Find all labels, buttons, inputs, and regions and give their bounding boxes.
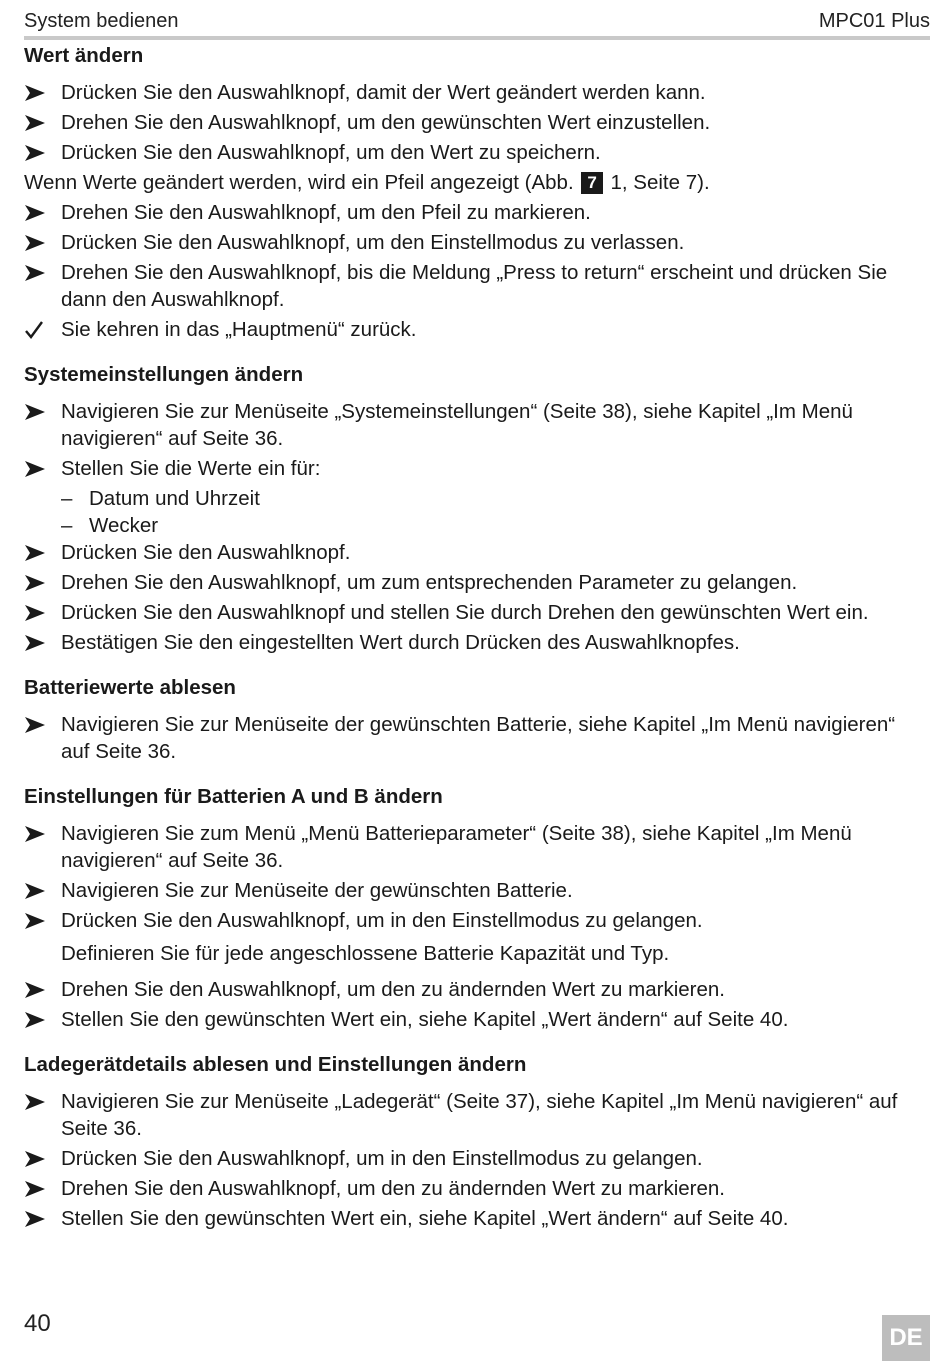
paragraph-text: Wenn Werte geändert werden, wird ein Pfeil angezeigt (Abb.: [24, 171, 574, 194]
instruction-step: [24, 599, 924, 626]
running-header: [24, 6, 930, 36]
sub-list-text: Datum und Uhrzeit: [89, 487, 260, 510]
section: [24, 42, 924, 343]
instruction-step: [24, 711, 924, 765]
step-arrow-icon: [24, 1093, 46, 1111]
step-text: Stellen Sie den gewünschten Wert ein, siehe Kapitel „Wert ändern“ auf Seite 40.: [61, 1008, 789, 1031]
section-heading: Ladegerätdetails ablesen und Einstellungen ändern: [24, 1053, 527, 1076]
dash-marker: –: [61, 487, 73, 510]
result-line: [24, 316, 924, 343]
step-marker: [24, 199, 61, 226]
step-marker: [24, 976, 61, 1003]
step-arrow-icon: [24, 544, 46, 562]
header-divider: [24, 36, 930, 40]
step-text: Drücken Sie den Auswahlknopf, um den Wert zu speichern.: [61, 141, 601, 164]
step-arrow-icon: [24, 1210, 46, 1228]
step-marker: [24, 711, 61, 738]
step-text: Navigieren Sie zur Menüseite „Ladegerät“ (Seite 37), siehe Kapitel „Im Menü navigieren“ auf Seite 36.: [61, 1090, 898, 1140]
step-marker: [24, 539, 61, 566]
step-arrow-icon: [24, 716, 46, 734]
step-text: Drücken Sie den Auswahlknopf, um in den Einstellmodus zu gelangen.: [61, 1147, 703, 1170]
step-arrow-icon: [24, 403, 46, 421]
step-text: Drehen Sie den Auswahlknopf, bis die Meldung „Press to return“ erscheint und drücken Sie dann den Auswahlknopf.: [61, 261, 888, 311]
result-check-icon: [24, 320, 44, 340]
step-arrow-icon: [24, 604, 46, 622]
section-heading: Systemeinstellungen ändern: [24, 363, 304, 386]
instruction-step: [24, 398, 924, 452]
instruction-step: [24, 569, 924, 596]
step-text: Navigieren Sie zum Menü „Menü Batterieparameter“ (Seite 38), siehe Kapitel „Im Menü navigieren“ auf Seite 36.: [61, 822, 852, 872]
instruction-step: [24, 907, 924, 934]
step-arrow-icon: [24, 460, 46, 478]
header-chapter-title: System bedienen: [24, 9, 179, 32]
sub-list-item: [24, 485, 924, 512]
instruction-step: [24, 820, 924, 874]
step-text: Stellen Sie den gewünschten Wert ein, siehe Kapitel „Wert ändern“ auf Seite 40.: [61, 1207, 789, 1230]
instruction-step: [24, 1088, 924, 1142]
step-text: Drehen Sie den Auswahlknopf, um den gewünschten Wert einzustellen.: [61, 111, 711, 134]
indented-note: Definieren Sie für jede angeschlossene Batterie Kapazität und Typ.: [61, 942, 670, 965]
step-marker: [24, 455, 61, 482]
step-arrow-icon: [24, 114, 46, 132]
step-text: Navigieren Sie zur Menüseite „Systemeinstellungen“ (Seite 38), siehe Kapitel „Im Menü navigieren“ auf Seite 36.: [61, 400, 853, 450]
section-heading: Wert ändern: [24, 44, 144, 67]
step-marker: [24, 820, 61, 847]
step-marker: [24, 398, 61, 425]
paragraph-text: 1, Seite 7).: [610, 171, 710, 194]
step-marker: [24, 316, 61, 343]
step-marker: [24, 139, 61, 166]
step-text: Drücken Sie den Auswahlknopf, damit der Wert geändert werden kann.: [61, 81, 706, 104]
instruction-step: [24, 1205, 924, 1232]
step-text: Drehen Sie den Auswahlknopf, um den zu ändernden Wert zu markieren.: [61, 978, 725, 1001]
step-marker: [24, 1006, 61, 1033]
page-number: 40: [24, 1310, 51, 1337]
instruction-step: [24, 455, 924, 482]
section-heading: Batteriewerte ablesen: [24, 676, 236, 699]
dash-marker: –: [61, 514, 73, 537]
sub-list-text: Wecker: [89, 514, 159, 537]
header-product-name: MPC01 Plus: [818, 9, 930, 32]
step-arrow-icon: [24, 204, 46, 222]
step-arrow-icon: [24, 1011, 46, 1029]
step-marker: [24, 907, 61, 934]
page-content: [24, 42, 924, 1235]
figure-number-badge: 7: [581, 172, 602, 194]
step-text: Drücken Sie den Auswahlknopf.: [61, 541, 351, 564]
step-arrow-icon: [24, 882, 46, 900]
step-marker: [24, 109, 61, 136]
section: [24, 361, 924, 656]
section: [24, 674, 924, 765]
step-arrow-icon: [24, 634, 46, 652]
step-text: Sie kehren in das „Hauptmenü“ zurück.: [61, 318, 417, 341]
step-text: Navigieren Sie zur Menüseite der gewünschten Batterie.: [61, 879, 573, 902]
step-text: Navigieren Sie zur Menüseite der gewünschten Batterie, siehe Kapitel „Im Menü navigieren“ auf Seite 36.: [61, 713, 896, 763]
instruction-step: [24, 877, 924, 904]
step-arrow-icon: [24, 825, 46, 843]
step-arrow-icon: [24, 234, 46, 252]
step-text: Drücken Sie den Auswahlknopf, um den Einstellmodus zu verlassen.: [61, 231, 685, 254]
step-text: Drehen Sie den Auswahlknopf, um den Pfeil zu markieren.: [61, 201, 591, 224]
instruction-step: [24, 259, 924, 313]
step-arrow-icon: [24, 264, 46, 282]
instruction-step: [24, 229, 924, 256]
sub-list-item: [24, 512, 924, 539]
step-text: Drehen Sie den Auswahlknopf, um den zu ändernden Wert zu markieren.: [61, 1177, 725, 1200]
instruction-step: [24, 539, 924, 566]
step-marker: [24, 1175, 61, 1202]
step-marker: [24, 229, 61, 256]
section: [24, 1051, 924, 1232]
step-text: Drücken Sie den Auswahlknopf und stellen Sie durch Drehen den gewünschten Wert ein.: [61, 601, 869, 624]
step-marker: [24, 629, 61, 656]
step-text: Stellen Sie die Werte ein für:: [61, 457, 321, 480]
instruction-step: [24, 1145, 924, 1172]
step-text: Drücken Sie den Auswahlknopf, um in den Einstellmodus zu gelangen.: [61, 909, 703, 932]
step-marker: [24, 1205, 61, 1232]
step-marker: [24, 569, 61, 596]
instruction-step: [24, 79, 924, 106]
step-arrow-icon: [24, 84, 46, 102]
instruction-step: [24, 139, 924, 166]
step-marker: [24, 79, 61, 106]
step-arrow-icon: [24, 1150, 46, 1168]
step-marker: [24, 259, 61, 286]
instruction-step: [24, 1006, 924, 1033]
instruction-step: [24, 199, 924, 226]
step-marker: [24, 877, 61, 904]
step-text: Drehen Sie den Auswahlknopf, um zum entsprechenden Parameter zu gelangen.: [61, 571, 798, 594]
instruction-step: [24, 629, 924, 656]
step-marker: [24, 1145, 61, 1172]
step-marker: [24, 599, 61, 626]
language-badge: DE: [882, 1315, 930, 1361]
info-paragraph: [24, 169, 924, 196]
step-arrow-icon: [24, 981, 46, 999]
instruction-step: [24, 976, 924, 1003]
step-arrow-icon: [24, 912, 46, 930]
step-text: Bestätigen Sie den eingestellten Wert durch Drücken des Auswahlknopfes.: [61, 631, 740, 654]
instruction-step: [24, 1175, 924, 1202]
step-arrow-icon: [24, 144, 46, 162]
step-marker: [24, 1088, 61, 1115]
instruction-step: [24, 109, 924, 136]
step-arrow-icon: [24, 1180, 46, 1198]
section-heading: Einstellungen für Batterien A und B ändern: [24, 785, 443, 808]
step-arrow-icon: [24, 574, 46, 592]
section: [24, 783, 924, 1033]
